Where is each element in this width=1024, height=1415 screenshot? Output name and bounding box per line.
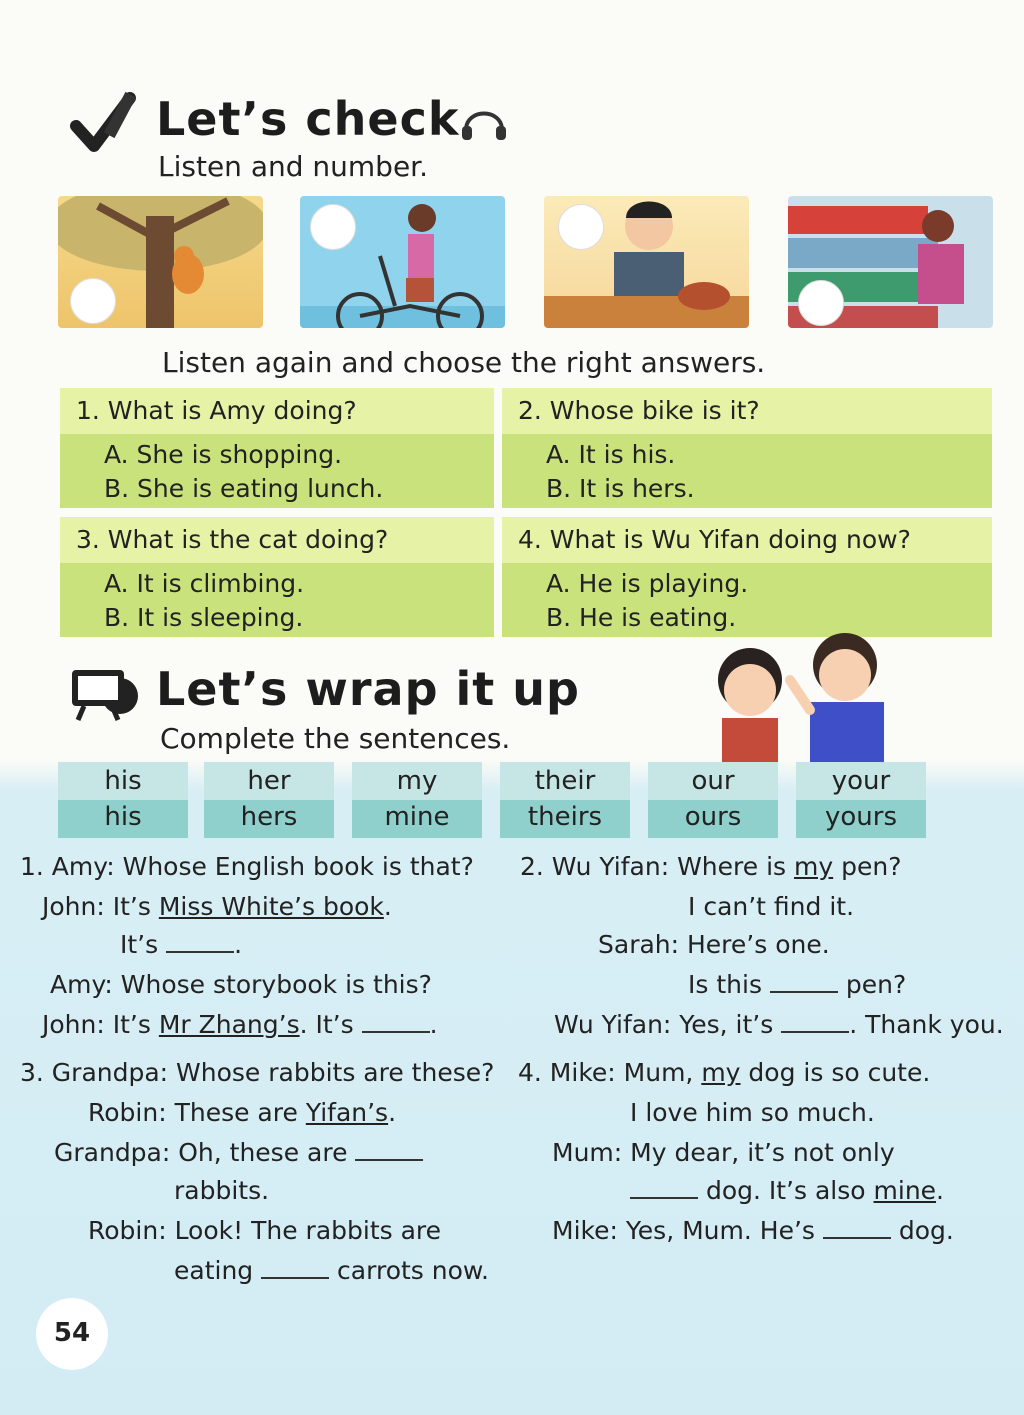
- word-bottom: mine: [352, 800, 482, 838]
- text: pen?: [833, 852, 902, 881]
- d1-line-5: [42, 1010, 438, 1039]
- text: pen?: [837, 970, 907, 999]
- picture-girl-shopping: [788, 196, 993, 328]
- d1-line-1: 1. Amy: Whose English book is that?: [20, 852, 474, 881]
- word-bottom: theirs: [500, 800, 630, 838]
- kids-illustration: [660, 620, 920, 770]
- d4-line-4: [630, 1176, 944, 1205]
- picture-girl-bike: [300, 196, 505, 328]
- d4-line-1: [518, 1058, 930, 1087]
- d1-line-3: [120, 930, 242, 959]
- text: Mike: Yes, Mum. He’s: [552, 1216, 823, 1245]
- d3-line-4: rabbits.: [174, 1176, 270, 1205]
- blank[interactable]: [630, 1177, 698, 1199]
- underlined-text: mine: [873, 1176, 937, 1205]
- check-subtitle: Listen and number.: [158, 150, 429, 183]
- word-top: my: [352, 762, 482, 800]
- underlined-text: Yifan’s: [305, 1098, 389, 1127]
- number-circle[interactable]: [70, 278, 116, 324]
- d3-line-1: 3. Grandpa: Whose rabbits are these?: [20, 1058, 495, 1087]
- d4-line-3: Mum: My dear, it’s not only: [552, 1138, 895, 1167]
- text: . Thank you.: [849, 1010, 1004, 1039]
- number-circle[interactable]: [798, 280, 844, 326]
- text: Is this: [688, 970, 770, 999]
- text: carrots now.: [329, 1256, 489, 1285]
- text: 2. Wu Yifan: Where is: [520, 852, 794, 881]
- options: [60, 434, 494, 508]
- number-circle[interactable]: [558, 204, 604, 250]
- text: Grandpa: Oh, these are: [54, 1138, 356, 1167]
- board-icon: [70, 664, 140, 722]
- text: Robin: These are: [88, 1098, 306, 1127]
- option-a[interactable]: A. It is climbing.: [104, 569, 305, 598]
- d2-line-4: [688, 970, 906, 999]
- option-b[interactable]: B. He is eating.: [546, 603, 737, 632]
- d2-line-1: [520, 852, 901, 881]
- option-a[interactable]: A. He is playing.: [546, 569, 749, 598]
- word-bottom: yours: [796, 800, 926, 838]
- question-text: 2. Whose bike is it?: [502, 388, 992, 434]
- blank[interactable]: [355, 1139, 423, 1161]
- options: [502, 434, 992, 508]
- word-top: his: [58, 762, 188, 800]
- d3-line-2: [88, 1098, 396, 1127]
- d2-line-2: I can’t find it.: [688, 892, 855, 921]
- option-a[interactable]: A. It is his.: [546, 440, 676, 469]
- text: .: [234, 930, 243, 959]
- text: It’s: [120, 930, 167, 959]
- word-bottom: ours: [648, 800, 778, 838]
- wrap-title: Let’s wrap it up: [156, 662, 580, 716]
- page-number: 54: [36, 1298, 108, 1370]
- word-top: her: [204, 762, 334, 800]
- d4-line-2: I love him so much.: [630, 1098, 875, 1127]
- text: .: [936, 1176, 944, 1205]
- text: . It’s: [299, 1010, 362, 1039]
- word-column: [58, 762, 188, 838]
- word-column: [500, 762, 630, 838]
- underlined-text: my: [794, 852, 834, 881]
- blank[interactable]: [166, 931, 234, 953]
- check-title: Let’s check: [156, 92, 460, 146]
- picture-boy-eating: [544, 196, 749, 328]
- d4-line-5: [552, 1216, 954, 1245]
- number-circle[interactable]: [310, 204, 356, 250]
- d2-line-3: Sarah: Here’s one.: [598, 930, 830, 959]
- text: dog. It’s also: [698, 1176, 874, 1205]
- question-4: [502, 517, 992, 637]
- d3-line-5: Robin: Look! The rabbits are: [88, 1216, 442, 1245]
- blank[interactable]: [781, 1011, 849, 1033]
- word-bottom: his: [58, 800, 188, 838]
- text: dog is so cute.: [740, 1058, 931, 1087]
- question-2: [502, 388, 992, 508]
- d1-line-4: Amy: Whose storybook is this?: [50, 970, 432, 999]
- question-text: 4. What is Wu Yifan doing now?: [502, 517, 992, 563]
- blank[interactable]: [362, 1011, 430, 1033]
- word-bottom: hers: [204, 800, 334, 838]
- text: eating: [174, 1256, 262, 1285]
- text: 4. Mike: Mum,: [518, 1058, 702, 1087]
- question-3: [60, 517, 494, 637]
- check-instruction: Listen again and choose the right answers.: [162, 346, 766, 379]
- question-text: 1. What is Amy doing?: [60, 388, 494, 434]
- options: [60, 563, 494, 637]
- text: John: It’s: [42, 1010, 159, 1039]
- word-top: your: [796, 762, 926, 800]
- blank[interactable]: [770, 971, 838, 993]
- word-top: their: [500, 762, 630, 800]
- blank[interactable]: [261, 1257, 329, 1279]
- d2-line-5: [554, 1010, 1004, 1039]
- underlined-text: Miss White’s book: [158, 892, 384, 921]
- option-b[interactable]: B. It is sleeping.: [104, 603, 304, 632]
- d3-line-3: [54, 1138, 423, 1167]
- check-icon: [70, 88, 140, 160]
- blank[interactable]: [823, 1217, 891, 1239]
- word-column: [796, 762, 926, 838]
- question-1: [60, 388, 494, 508]
- word-column: [352, 762, 482, 838]
- headphones-icon: [458, 100, 510, 146]
- option-a[interactable]: A. She is shopping.: [104, 440, 343, 469]
- text: .: [383, 892, 392, 921]
- word-top: our: [648, 762, 778, 800]
- text: .: [388, 1098, 397, 1127]
- d3-line-6: [174, 1256, 489, 1285]
- underlined-text: Mr Zhang’s: [158, 1010, 300, 1039]
- question-text: 3. What is the cat doing?: [60, 517, 494, 563]
- text: .: [429, 1010, 438, 1039]
- option-b[interactable]: B. She is eating lunch.: [104, 474, 384, 503]
- d1-line-2: [42, 892, 392, 921]
- text: dog.: [890, 1216, 954, 1245]
- underlined-text: my: [701, 1058, 741, 1087]
- word-column: [648, 762, 778, 838]
- word-column: [204, 762, 334, 838]
- wrap-subtitle: Complete the sentences.: [160, 722, 511, 755]
- picture-cat-climbing: [58, 196, 263, 328]
- text: Wu Yifan: Yes, it’s: [554, 1010, 782, 1039]
- text: John: It’s: [42, 892, 159, 921]
- option-b[interactable]: B. It is hers.: [546, 474, 695, 503]
